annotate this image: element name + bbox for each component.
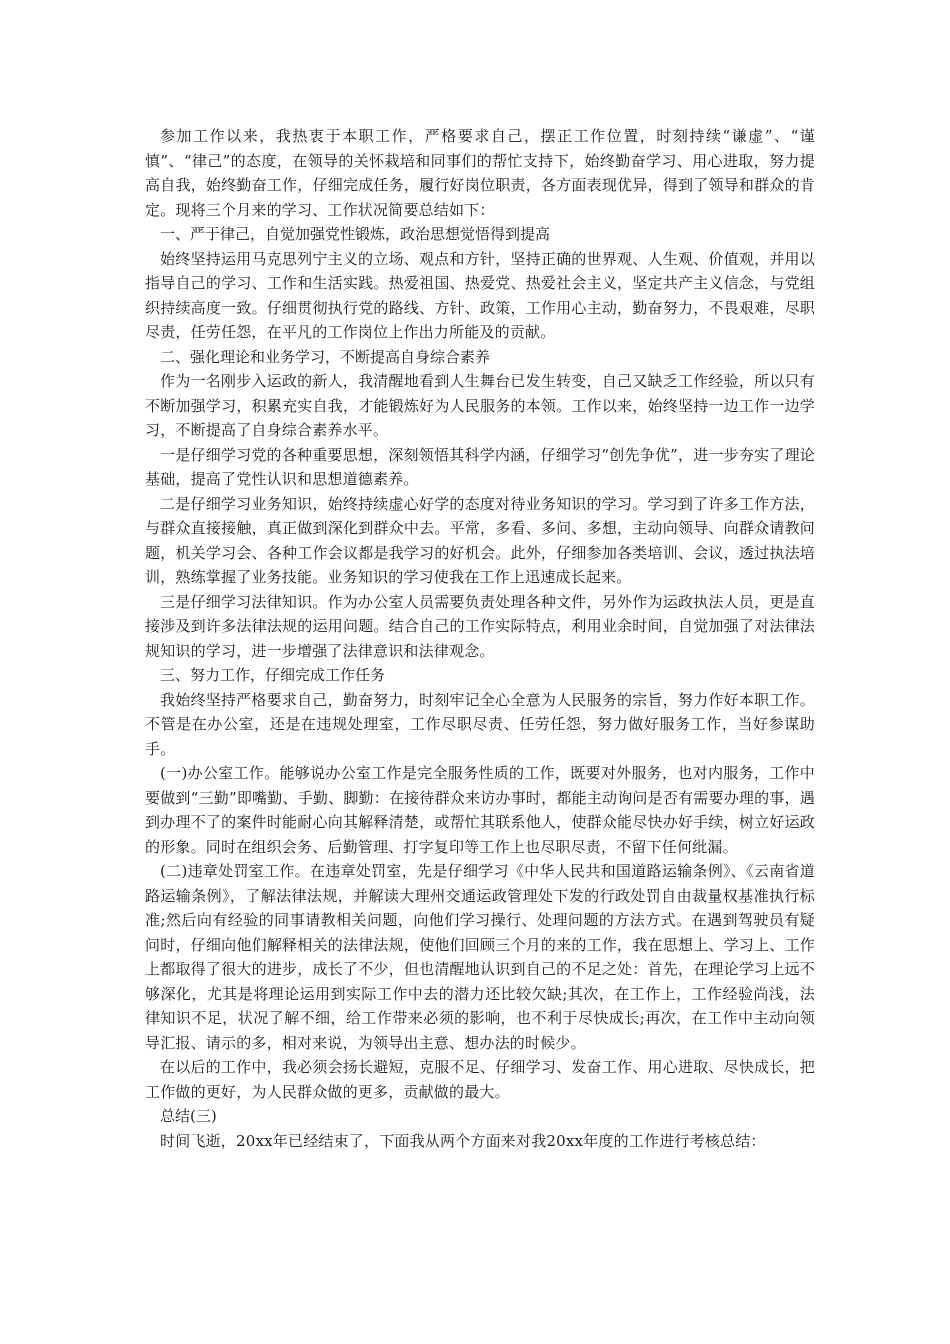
- intro-paragraph: 参加工作以来，我热衷于本职工作，严格要求自己，摆正工作位置，时刻持续“谦虚”、“谨慎”、“律己”的态度，在领导的关怀栽培和同事们的帮忙支持下，始终勤奋学习、用心进取，努力提高自我，始终勤奋工作，仔细完成任务，履行好岗位职责，各方面表现优异，得到了领导和群众的肯定。现将三个月来的学习、工作状况简要总结如下：: [145, 127, 815, 219]
- section-2-item-3: 三是仔细学习法律知识。作为办公室人员需要负责处理各种文件，另外作为运政执法人员，更是直接涉及到许多法律法规的运用问题。结合自己的工作实际特点，利用业余时间，自觉加强了对法律法规知识的学习，进一步增强了法律意识和法律观念。: [145, 592, 815, 660]
- section-2-paragraph: 作为一名刚步入运政的新人，我清醒地看到人生舞台已发生转变，自己又缺乏工作经验，所以只有不断加强学习，积累充实自我，才能锻炼好为人民服务的本领。工作以来，始终坚持一边工作一边学习，不断提高了自身综合素养水平。: [145, 372, 815, 439]
- summary-3-heading: 总结(三): [160, 1107, 217, 1125]
- section-1-paragraph: 始终坚持运用马克思列宁主义的立场、观点和方针，坚持正确的世界观、人生观、价值观，并用以指导自己的学习、工作和生活实践。热爱祖国、热爱党、热爱社会主义，坚定共产主义信念，与党组织持续高度一致。仔细贯彻执行党的路线、方针、政策，工作用心主动，勤奋努力，不畏艰难，尽职尽责，任劳任怨，在平凡的工作岗位上作出力所能及的贡献。: [145, 249, 815, 341]
- section-2-item-1: 一是仔细学习党的各种重要思想，深刻领悟其科学内涵，仔细学习“创先争优”，进一步夯实了理论基础，提高了党性认识和思想道德素养。: [145, 445, 815, 488]
- section-heading-3: 三、努力工作，仔细完成工作任务: [160, 666, 386, 684]
- section-3-penalty-office: (二)违章处罚室工作。在违章处罚室，先是仔细学习《中华人民共和国道路运输条例》、《云南省道路运输条例》，了解法律法规，并解读大理州交通运政管理处下发的行政处罚自由裁量权基准执行标准;然后向有经验的同事请教相关问题，向他们学习操行、处理问题的方法方式。在遇到驾驶员有疑问时，仔细向他们解释相关的法律法规，使他们回顾三个月的来的工作，我在思想上、学习上、工作上都取得了很大的进步，成长了不少，但也清醒地认识到自己的不足之处：首先，在理论学习上远不够深化，尤其是将理论运用到实际工作中去的潜力还比较欠缺;其次，在工作上，工作经验尚浅，法律知识不足，状况了解不细，给工作带来必须的影响，也不利于尽快成长;再次，在工作中主动向领导汇报、请示的多，相对来说，为领导出主意、想办法的时候少。: [145, 862, 815, 1052]
- section-3-office-work: (一)办公室工作。能够说办公室工作是完全服务性质的工作，既要对外服务，也对内服务，工作中要做到“三勤”即嘴勤、手勤、脚勤：在接待群众来访办事时，都能主动询问是否有需要办理的事，遇到办理不了的案件时能耐心向其解释清楚，或帮忙其联系他人，使群众能尽快办好手续，树立好运政的形象。同时在组织会务、后勤管理、打字复印等工作上也尽职尽责，不留下任何纰漏。: [145, 764, 815, 856]
- section-3-paragraph: 我始终坚持严格要求自己，勤奋努力，时刻牢记全心全意为人民服务的宗旨，努力作好本职工作。不管是在办公室，还是在违规处理室，工作尽职尽责、任劳任怨，努力做好服务工作，当好参谋助手。: [145, 690, 815, 758]
- section-heading-1: 一、严于律己，自觉加强党性锻炼，政治思想觉悟得到提高: [160, 225, 551, 243]
- section-2-item-2: 二是仔细学习业务知识，始终持续虚心好学的态度对待业务知识的学习。学习到了许多工作方法，与群众直接接触，真正做到深化到群众中去。平常，多看、多问、多想，主动向领导、向群众请教问题，机关学习会、各种工作会议都是我学习的好机会。此外，仔细参加各类培训、会议，透过执法培训，熟练掌握了业务技能。业务知识的学习使我在工作上迅速成长起来。: [145, 494, 815, 586]
- section-heading-2: 二、强化理论和业务学习，不断提高自身综合素养: [160, 347, 491, 366]
- closing-paragraph: 在以后的工作中，我必须会扬长避短，克服不足、仔细学习、发奋工作、用心进取、尽快成长，把工作做的更好，为人民群众做的更多，贡献做的最大。: [145, 1058, 815, 1101]
- document-body: [145, 124, 815, 1153]
- summary-3-paragraph: 时间飞逝，20xx年已经结束了，下面我从两个方面来对我20xx年度的工作进行考核总结：: [160, 1131, 766, 1150]
